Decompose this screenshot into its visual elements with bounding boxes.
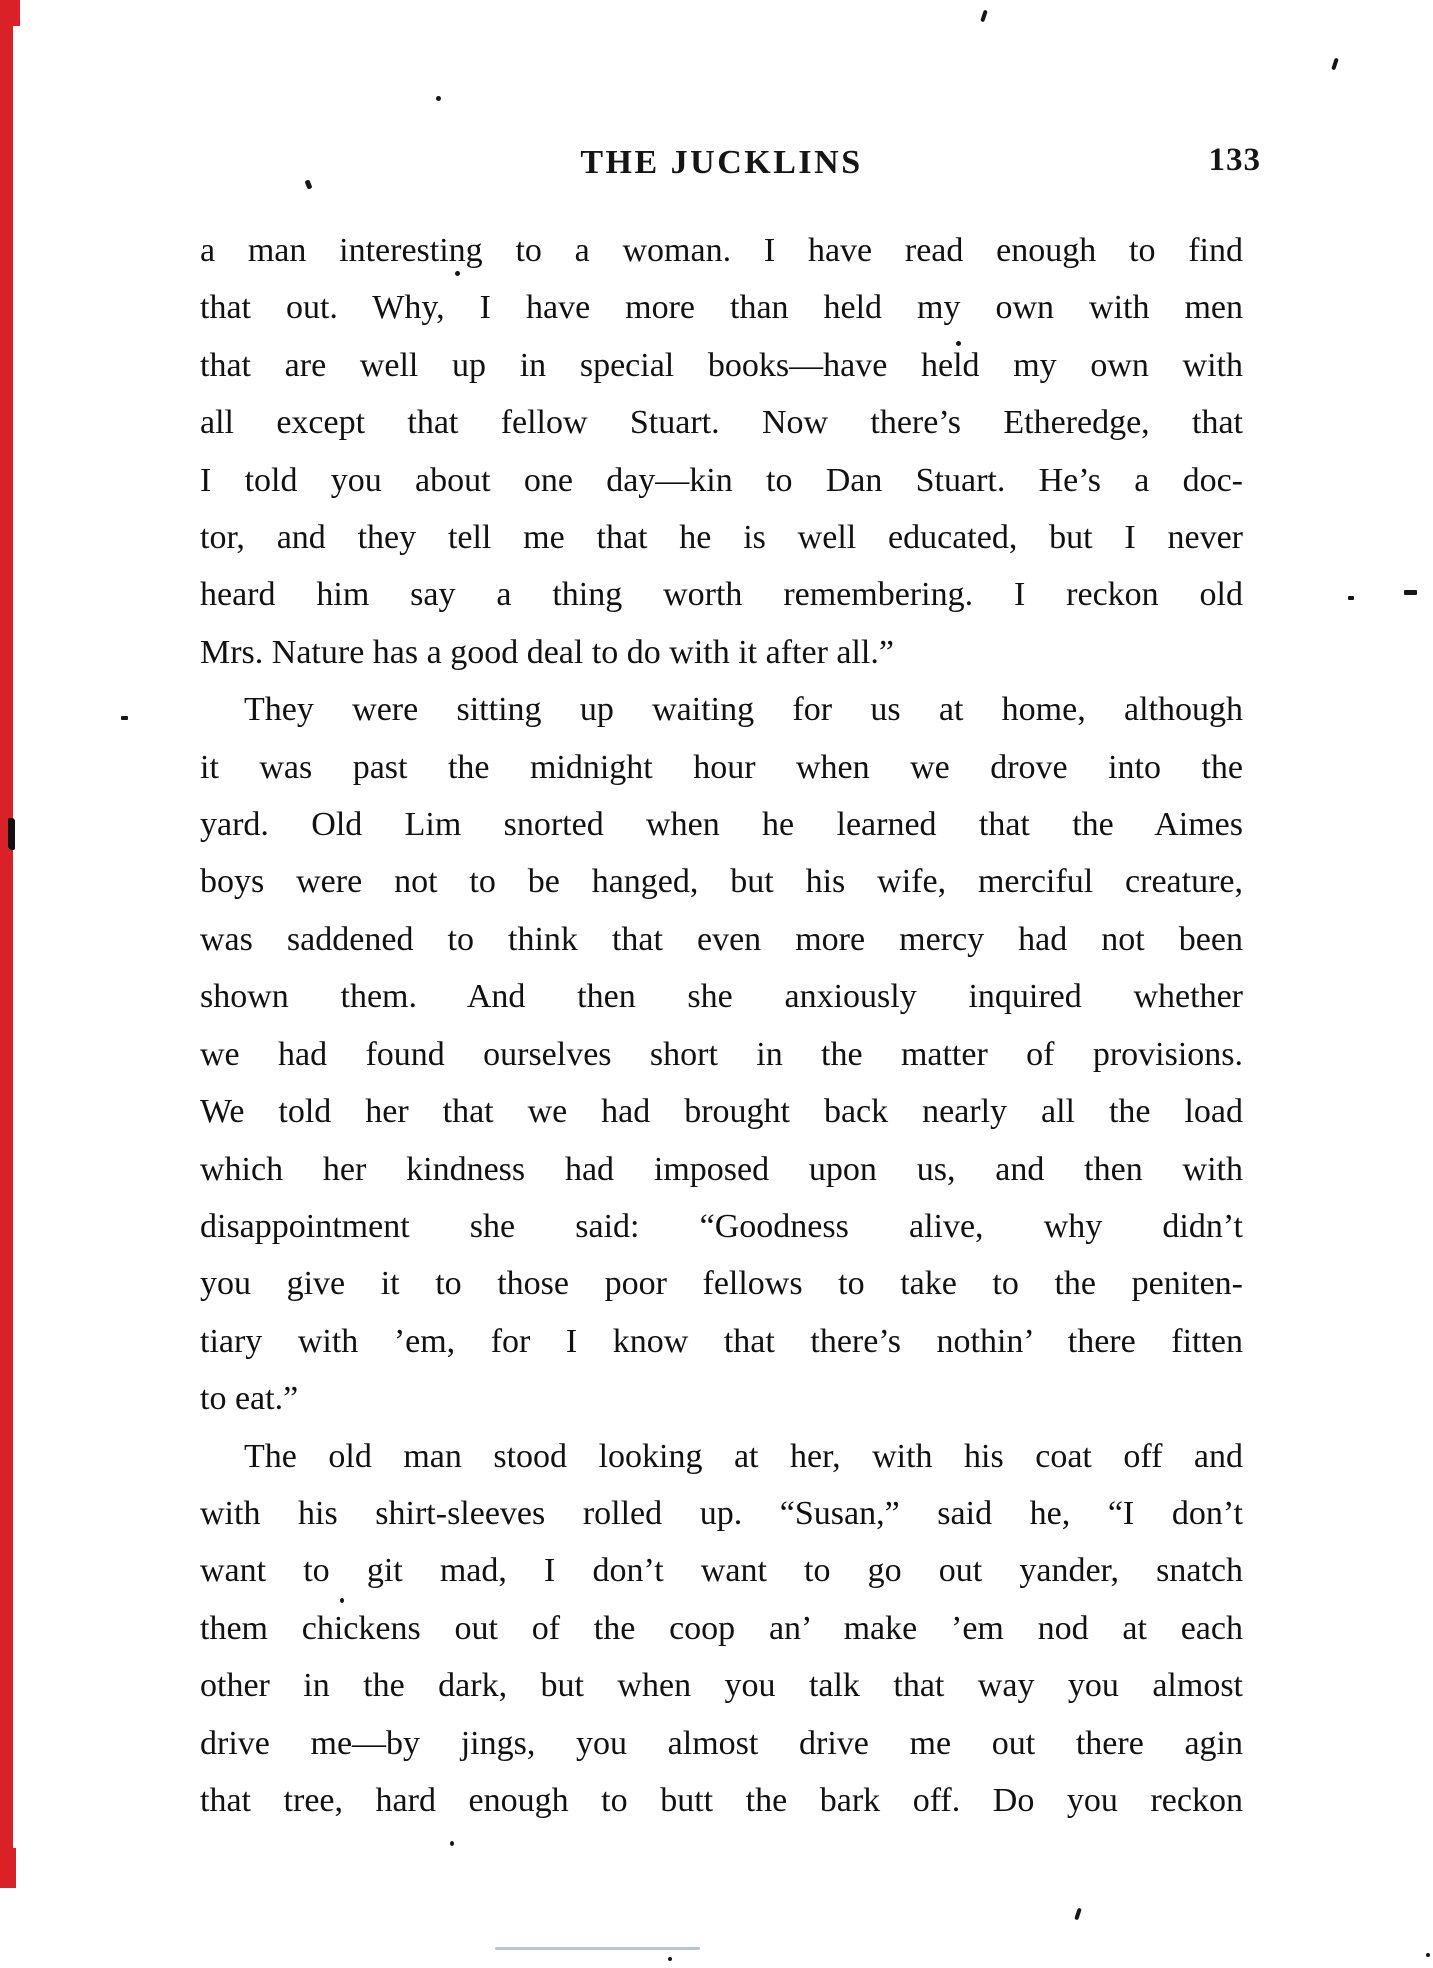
text-line: boys were not to be hanged, but his wife, merciful creature,: [200, 863, 1243, 901]
text-line: was saddened to think that even more mercy had not been: [200, 920, 1243, 958]
text-line: We told her that we had brought back nearly all the load: [200, 1093, 1243, 1131]
text-line: drive me—by jings, you almost drive me out there agin: [200, 1724, 1243, 1762]
text-line: other in the dark, but when you talk that way you almost: [200, 1667, 1243, 1705]
ink-speck-artifact: [450, 1841, 454, 1846]
text-line: heard him say a thing worth remembering. I reckon old: [200, 576, 1243, 614]
body-text-block: [200, 222, 1243, 1829]
text-line: Mrs. Nature has a good deal to do with it after all.”: [200, 633, 894, 671]
ink-speck-artifact: [956, 341, 961, 346]
ink-speck-artifact: [436, 96, 441, 101]
scanner-bottom-line-artifact: [495, 1947, 700, 1950]
running-header: [200, 142, 1261, 188]
text-line: you give it to those poor fellows to take to the peniten-: [200, 1265, 1243, 1303]
ink-speck-artifact: [455, 271, 460, 276]
ink-speck-artifact: [668, 1957, 672, 1961]
text-line: They were sitting up waiting for us at home, although: [244, 691, 1243, 729]
text-line: shown them. And then she anxiously inquired whether: [200, 978, 1243, 1016]
text-line: tiary with ’em, for I know that there’s nothin’ there fitten: [200, 1322, 1243, 1360]
text-line: I told you about one day—kin to Dan Stuart. He’s a doc-: [200, 461, 1243, 499]
text-line: we had found ourselves short in the matter of provisions.: [200, 1035, 1243, 1073]
ink-speck-artifact: [1331, 58, 1339, 71]
text-line: that out. Why, I have more than held my own with men: [200, 289, 1243, 327]
book-title-header: THE JUCKLINS: [580, 144, 863, 181]
ink-speck-artifact: [1426, 1953, 1430, 1957]
text-line: them chickens out of the coop an’ make ’em nod at each: [200, 1609, 1243, 1647]
page-number: 133: [1208, 142, 1261, 178]
margin-ink-mark-artifact: [8, 818, 15, 850]
ink-speck-artifact: [1404, 590, 1417, 595]
ink-speck-artifact: [980, 10, 988, 23]
text-line: disappointment she said: “Goodness alive, why didn’t: [200, 1207, 1243, 1245]
red-scan-edge-notch: [0, 0, 20, 26]
text-line: want to git mad, I don’t want to go out yander, snatch: [200, 1552, 1243, 1590]
red-scan-edge-strip: [0, 0, 13, 1888]
text-line: with his shirt-sleeves rolled up. “Susan,” said he, “I don’t: [200, 1494, 1243, 1532]
ink-speck-artifact: [340, 1598, 344, 1603]
text-line: yard. Old Lim snorted when he learned that the Aimes: [200, 806, 1243, 844]
text-line: The old man stood looking at her, with his coat off and: [244, 1437, 1243, 1475]
text-line: which her kindness had imposed upon us, and then with: [200, 1150, 1243, 1188]
ink-speck-artifact: [121, 716, 128, 720]
red-scan-edge-foot: [0, 1848, 16, 1888]
text-line: that are well up in special books—have held my own with: [200, 346, 1243, 384]
text-line: to eat.”: [200, 1380, 299, 1418]
text-line: all except that fellow Stuart. Now there’s Etheredge, that: [200, 404, 1243, 442]
text-line: that tree, hard enough to butt the bark off. Do you reckon: [200, 1781, 1243, 1819]
ink-speck-artifact: [1074, 1908, 1082, 1921]
text-line: it was past the midnight hour when we drove into the: [200, 748, 1243, 786]
text-line: a man interesting to a woman. I have read enough to find: [200, 232, 1243, 269]
text-line: tor, and they tell me that he is well educated, but I never: [200, 519, 1243, 557]
ink-speck-artifact: [1348, 596, 1354, 600]
